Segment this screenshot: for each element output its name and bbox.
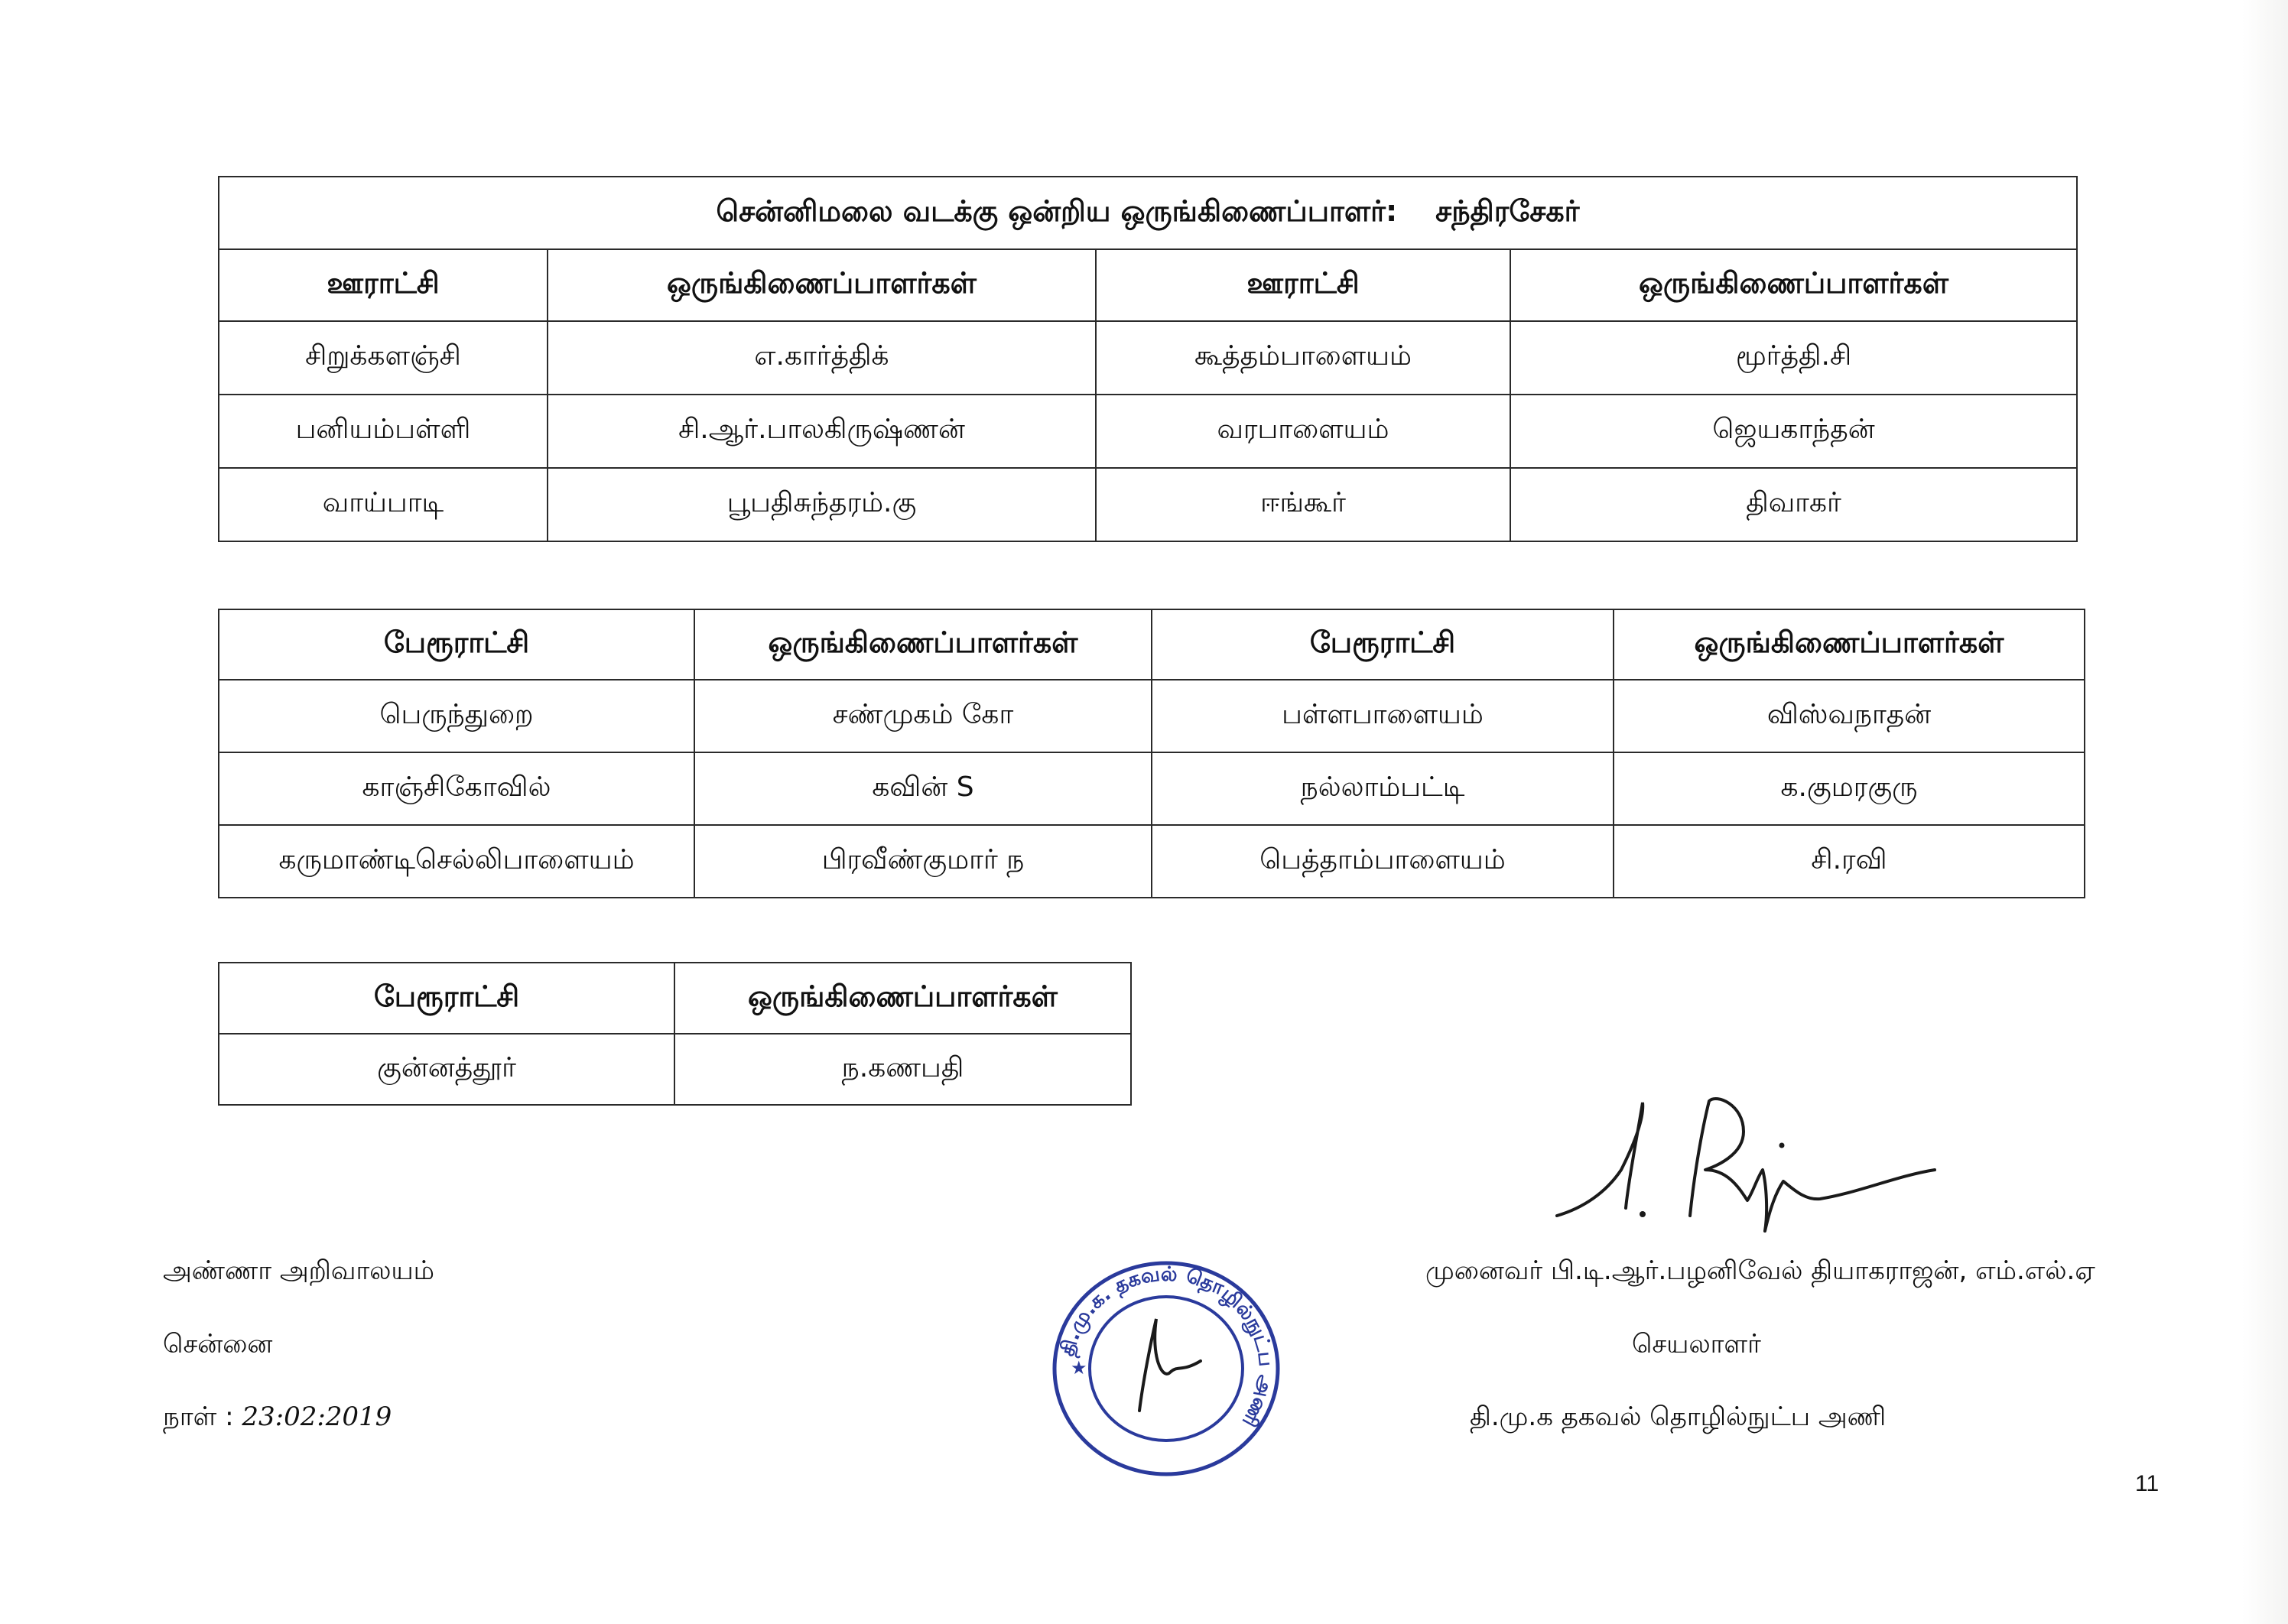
- town-panchayat-cell: குன்னத்தூர்: [219, 1034, 674, 1105]
- seal-stamp: [1048, 1258, 1285, 1479]
- town-panchayat-header-row: [219, 609, 2085, 680]
- table-row: [219, 825, 2085, 898]
- town-panchayat-cell: கருமாண்டிசெல்லிபாளையம்: [219, 825, 694, 898]
- north-union-header-row: [219, 249, 2077, 321]
- seal-text: தி.மு.க. தகவல் தொழில்நுட்ப அணி: [1056, 1262, 1278, 1431]
- signature: [1552, 1086, 1950, 1239]
- table-row: [219, 321, 2077, 395]
- column-header: பேரூராட்சி: [1152, 609, 1614, 680]
- footer-place: அண்ணா அறிவாலயம்: [163, 1255, 434, 1286]
- panchayat-cell: கூத்தம்பாளையம்: [1096, 321, 1510, 395]
- column-header: பேரூராட்சி: [219, 609, 694, 680]
- north-union-table: [218, 176, 2078, 542]
- column-header: ஒருங்கிணைப்பாளர்கள்: [548, 249, 1096, 321]
- svg-text:தி.மு.க. தகவல் தொழில்நுட்ப அணி: [1056, 1263, 1277, 1431]
- town-panchayat-cell: நல்லாம்பட்டி: [1152, 752, 1614, 825]
- town-panchayat-cell: பெருந்துறை: [219, 680, 694, 752]
- footer-date-value: 23:02:2019: [242, 1402, 392, 1432]
- north-union-title: [219, 177, 2077, 249]
- coordinator-cell: பூபதிசுந்தரம்.கு: [548, 468, 1096, 541]
- panchayat-cell: வரபாளையம்: [1096, 395, 1510, 468]
- coordinator-cell: சி.ரவி: [1614, 825, 2085, 898]
- kunnathur-table: [218, 962, 1132, 1106]
- footer-date-label: நாள் :: [163, 1402, 234, 1432]
- table-row: [219, 680, 2085, 752]
- town-panchayat-cell: பள்ளபாளையம்: [1152, 680, 1614, 752]
- coordinator-cell: க.குமரகுரு: [1614, 752, 2085, 825]
- coordinator-cell: ந.கணபதி: [674, 1034, 1131, 1105]
- panchayat-cell: சிறுக்களஞ்சி: [219, 321, 548, 395]
- coordinator-cell: மூர்த்தி.சி: [1510, 321, 2077, 395]
- footer-city: சென்னை: [163, 1329, 273, 1359]
- page-edge-shadow: [2242, 0, 2288, 1624]
- coordinator-cell: பிரவீண்குமார் ந: [694, 825, 1152, 898]
- table-row: [219, 395, 2077, 468]
- kunnathur-header-row: [219, 963, 1131, 1034]
- coordinator-cell: ஜெயகாந்தன்: [1510, 395, 2077, 468]
- signatory-role: செயலாளர்: [1632, 1329, 1761, 1359]
- column-header: பேரூராட்சி: [219, 963, 674, 1034]
- north-union-coordinator-name: சந்திரசேகர்: [1435, 193, 1580, 228]
- signatory-name: முனைவர் பி.டி.ஆர்.பழனிவேல் தியாகராஜன், எம்.எல்.ஏ: [1425, 1255, 2095, 1286]
- table-row: [219, 752, 2085, 825]
- svg-text:★: ★: [1071, 1357, 1087, 1379]
- column-header: ஒருங்கிணைப்பாளர்கள்: [674, 963, 1131, 1034]
- coordinator-cell: சி.ஆர்.பாலகிருஷ்ணன்: [548, 395, 1096, 468]
- table-row: [219, 1034, 1131, 1105]
- panchayat-cell: பனியம்பள்ளி: [219, 395, 548, 468]
- signatory-org: தி.மு.க தகவல் தொழில்நுட்ப அணி: [1470, 1402, 1887, 1432]
- column-header: ஒருங்கிணைப்பாளர்கள்: [1510, 249, 2077, 321]
- north-union-title-label: சென்னிமலை வடக்கு ஒன்றிய ஒருங்கிணைப்பாளர்:: [716, 193, 1398, 228]
- town-panchayat-cell: பெத்தாம்பாளையம்: [1152, 825, 1614, 898]
- column-header: ஊராட்சி: [219, 249, 548, 321]
- town-panchayat-table: [218, 609, 2085, 898]
- table-row: [219, 468, 2077, 541]
- column-header: ஒருங்கிணைப்பாளர்கள்: [694, 609, 1152, 680]
- coordinator-cell: எ.கார்த்திக்: [548, 321, 1096, 395]
- coordinator-cell: விஸ்வநாதன்: [1614, 680, 2085, 752]
- footer-date: [163, 1402, 392, 1435]
- north-union-title-row: [219, 177, 2077, 249]
- panchayat-cell: வாய்பாடி: [219, 468, 548, 541]
- panchayat-cell: ஈங்கூர்: [1096, 468, 1510, 541]
- page-number: 11: [2135, 1471, 2160, 1496]
- town-panchayat-cell: காஞ்சிகோவில்: [219, 752, 694, 825]
- column-header: ஊராட்சி: [1096, 249, 1510, 321]
- coordinator-cell: திவாகர்: [1510, 468, 2077, 541]
- coordinator-cell: சண்முகம் கோ: [694, 680, 1152, 752]
- coordinator-cell: கவின் S: [694, 752, 1152, 825]
- column-header: ஒருங்கிணைப்பாளர்கள்: [1614, 609, 2085, 680]
